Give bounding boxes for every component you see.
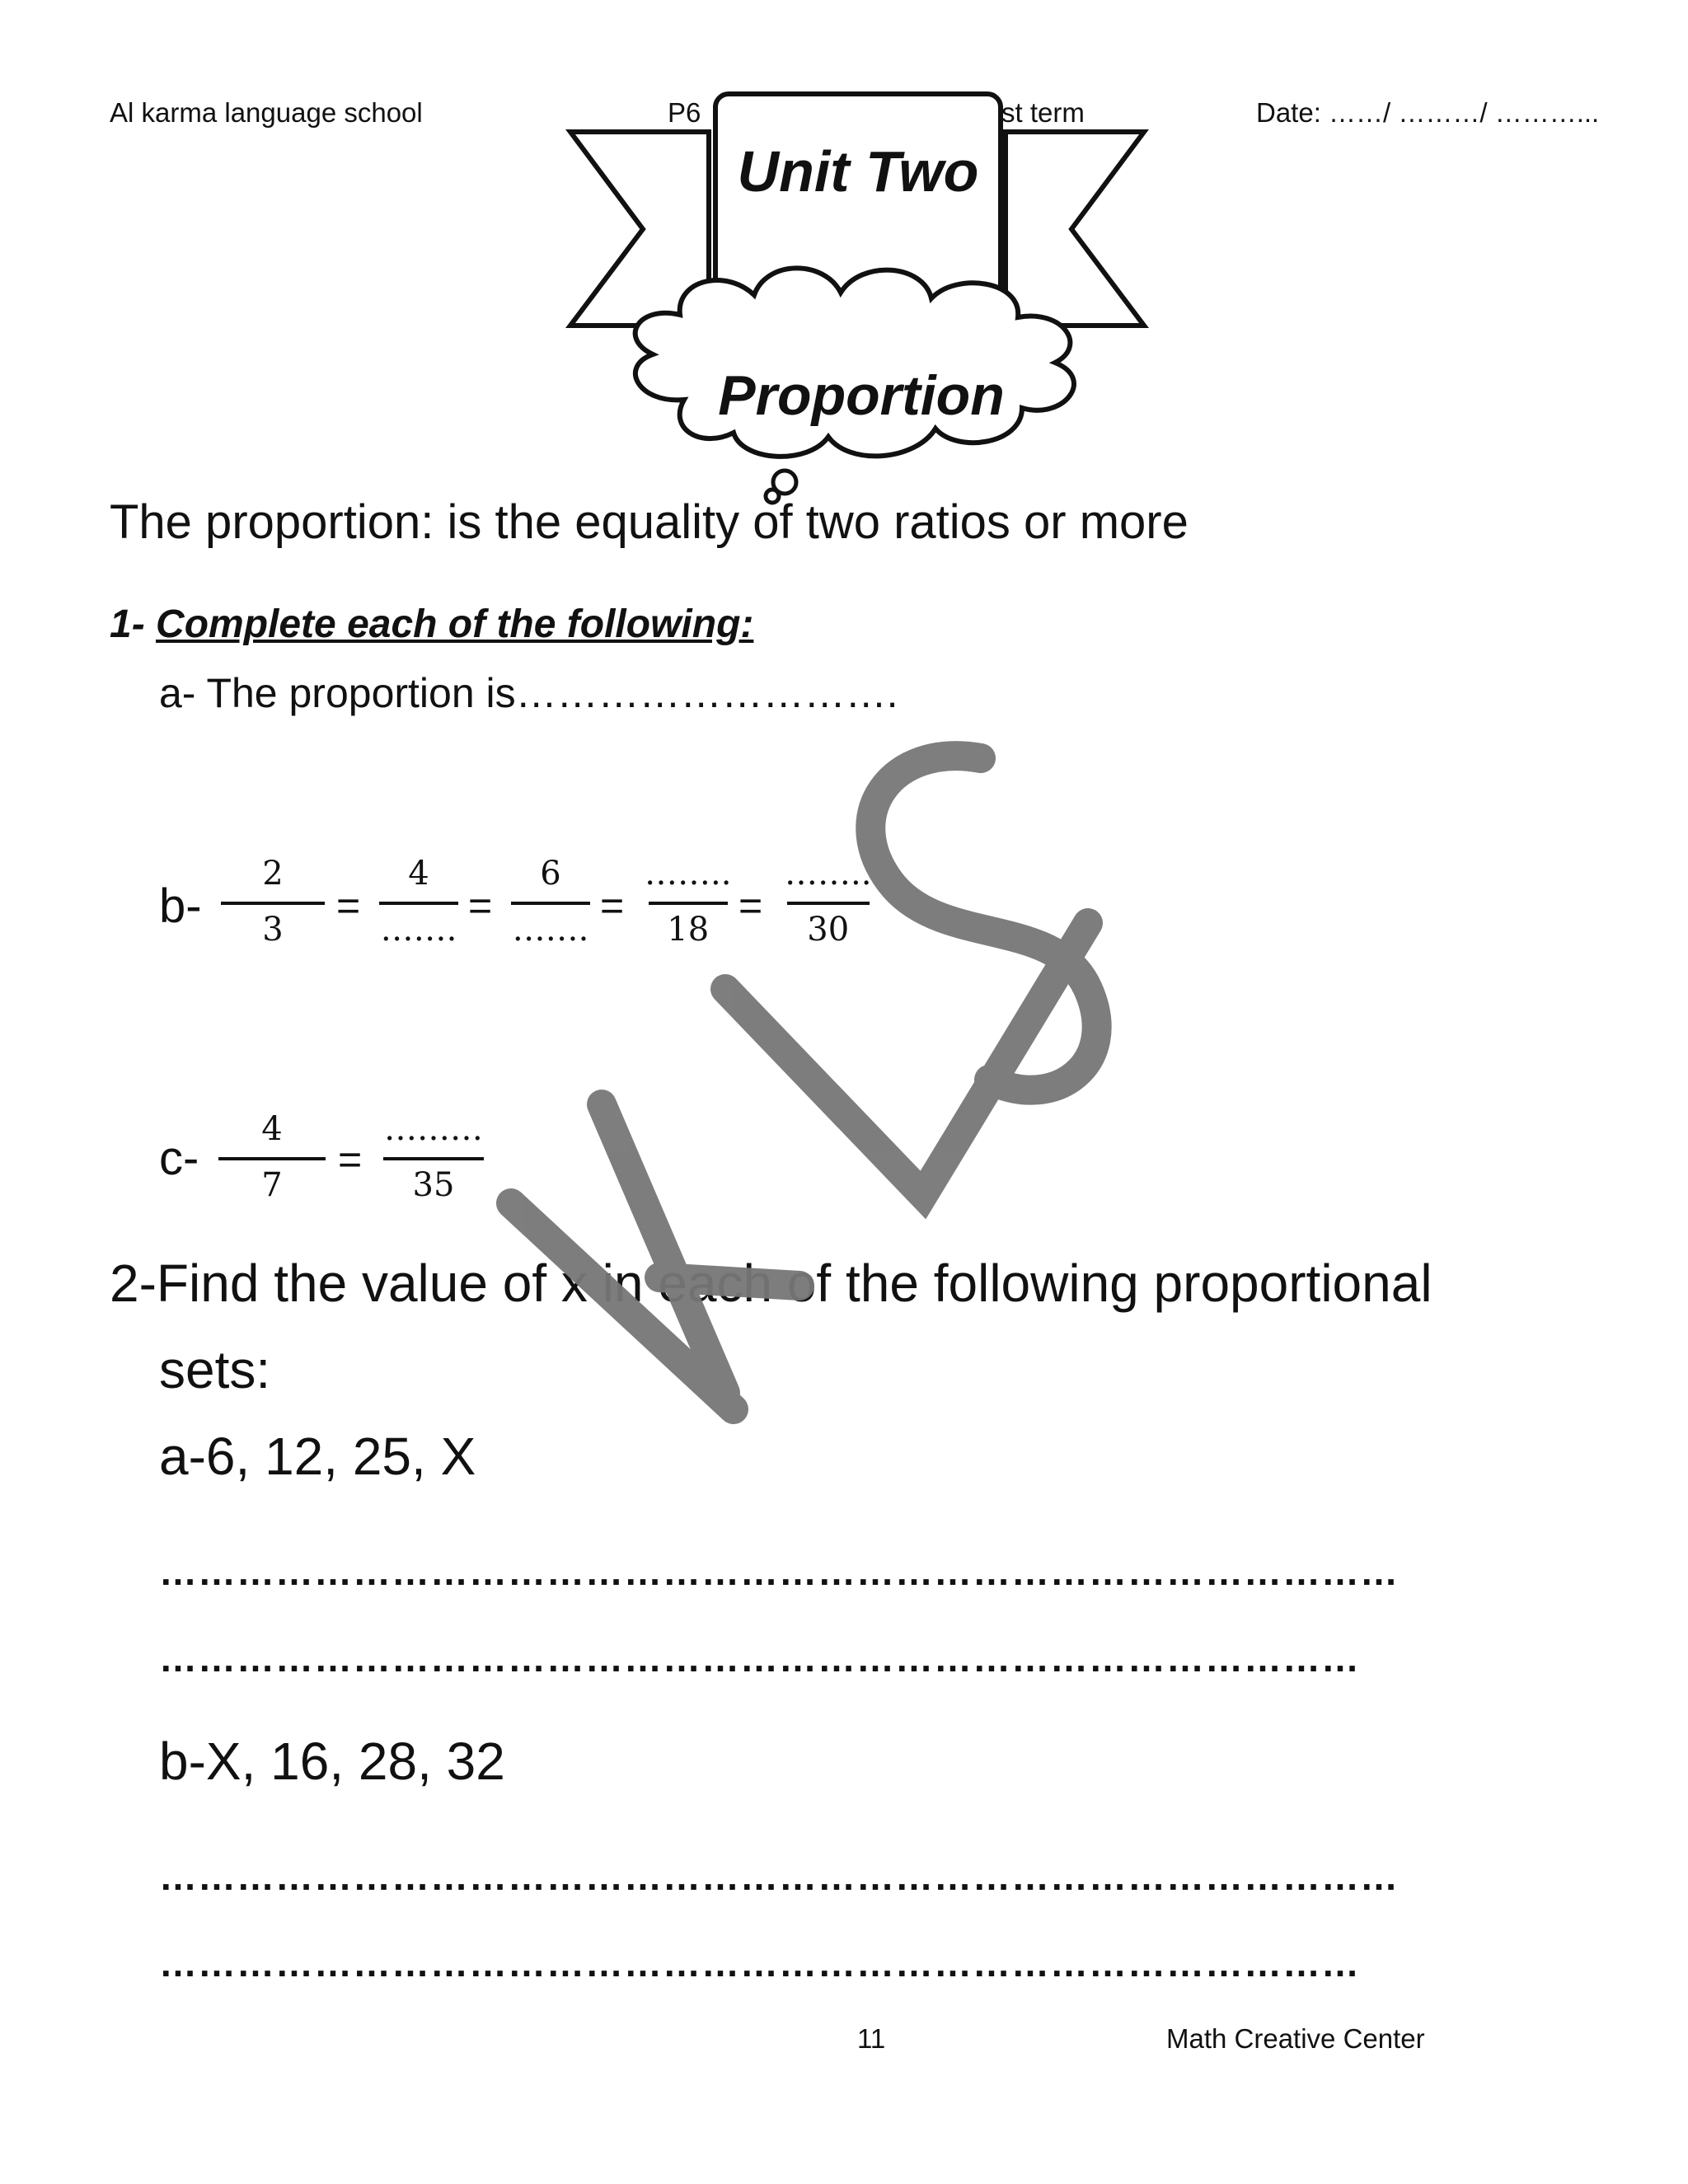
q1-item-a: a- The proportion is……………………….	[159, 670, 898, 716]
kls-watermark	[462, 709, 1203, 1451]
fraction-denominator: 3	[262, 911, 284, 949]
equals-sign: =	[336, 883, 361, 929]
fraction-denominator: …….	[512, 911, 589, 949]
fraction-numerator: ……..	[785, 855, 872, 893]
q2-item-b: b-X, 16, 28, 32	[159, 1732, 505, 1791]
unit-title: Unit Two	[737, 139, 979, 204]
watermark-k-upper-arm	[659, 1277, 799, 1286]
fraction-numerator: ………	[384, 1110, 483, 1148]
fraction-numerator: 4	[408, 855, 429, 893]
equals-sign: =	[338, 1137, 363, 1183]
footer-center-name: Math Creative Center	[1166, 2023, 1425, 2054]
equals-sign: =	[738, 883, 763, 929]
fraction-bar	[221, 902, 325, 905]
grade-label: P6	[668, 97, 701, 128]
fraction-c-1	[218, 1110, 326, 1204]
answer-line: …………………………………………………………………………………	[159, 1942, 1360, 1985]
fraction-numerator: 2	[262, 855, 284, 893]
q1-heading-text: Complete each of the following:	[156, 602, 754, 646]
date-field: Date: ……/ ………/ ………...	[1256, 97, 1600, 128]
page-number: 11	[857, 2023, 886, 2054]
q2-heading: 2-Find the value of x in each of the following proportional	[110, 1254, 1432, 1313]
q1-item-c-label: c-	[159, 1132, 199, 1185]
equals-sign: =	[468, 883, 493, 929]
equals-sign: =	[600, 883, 625, 929]
answer-line: ……………………………………………………………………………………	[159, 1855, 1399, 1898]
answer-line: ……………………………………………………………………………………	[159, 1550, 1399, 1593]
term-label: st term	[1001, 97, 1085, 128]
fraction-numerator: ……..	[645, 855, 732, 893]
school-name: Al karma language school	[110, 97, 423, 128]
fraction-denominator: …….	[380, 911, 457, 949]
fraction-b-2	[379, 855, 458, 949]
fraction-b-1	[221, 855, 325, 949]
fraction-denominator: 7	[261, 1166, 283, 1204]
answer-line: …………………………………………………………………………………	[159, 1637, 1360, 1680]
watermark-s	[870, 756, 1096, 1090]
fraction-bar	[218, 1157, 326, 1160]
q2-item-a: a-6, 12, 25, X	[159, 1427, 476, 1486]
q1-item-b-label: b-	[159, 879, 202, 933]
unit-subtitle: Proportion	[718, 364, 1005, 427]
watermark-l	[725, 923, 1088, 1195]
definition-text: The proportion: is the equality of two ratios or more	[110, 495, 1189, 549]
fraction-numerator: 4	[261, 1110, 283, 1148]
fraction-bar	[379, 902, 458, 905]
fraction-denominator: 30	[807, 911, 850, 949]
fraction-numerator: 6	[540, 855, 561, 893]
fraction-denominator: 35	[412, 1166, 455, 1204]
q2-heading-cont: sets:	[159, 1340, 271, 1399]
unit-banner	[560, 82, 1154, 511]
q1-number: 1-	[110, 602, 145, 646]
q1-heading	[110, 602, 753, 647]
fraction-denominator: 18	[667, 911, 710, 949]
